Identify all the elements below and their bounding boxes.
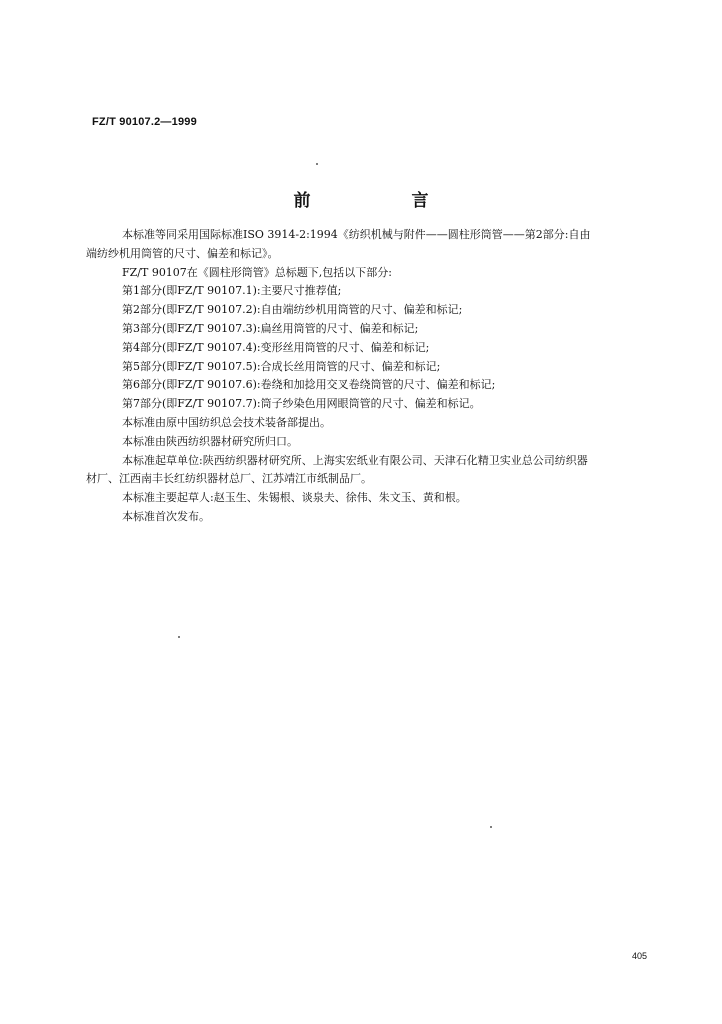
- paragraph-line: 本标准首次发布。: [122, 509, 210, 523]
- body-text: [86, 226, 666, 527]
- scan-speck: [316, 163, 318, 165]
- paragraph-line: 材厂、江西南丰长红纺织器材总厂、江苏靖江市纸制品厂。: [86, 472, 372, 486]
- paragraph-line: 第1部分(即FZ/T 90107.1):主要尺寸推荐值;: [122, 284, 342, 298]
- paragraph-line: 本标准由陕西纺织器材研究所归口。: [122, 434, 298, 448]
- paragraph-line: 本标准主要起草人:赵玉生、朱锡根、谈泉夫、徐伟、朱文玉、黄和根。: [122, 491, 467, 505]
- paragraph-line: 第2部分(即FZ/T 90107.2):自由端纺纱机用筒管的尺寸、偏差和标记;: [122, 303, 463, 317]
- standard-code: FZ/T 90107.2—1999: [92, 116, 197, 128]
- scan-speck: [178, 636, 180, 638]
- paragraph-line: 本标准由原中国纺织总会技术装备部提出。: [122, 415, 331, 429]
- paragraph-line: 第4部分(即FZ/T 90107.4):变形丝用筒管的尺寸、偏差和标记;: [122, 340, 430, 354]
- paragraph-line: 本标准等同采用国际标准ISO 3914-2:1994《纺织机械与附件——圆柱形筒管——第2部分:自由: [122, 228, 591, 241]
- paragraph-line: 第5部分(即FZ/T 90107.5):合成长丝用筒管的尺寸、偏差和标记;: [122, 359, 441, 373]
- paragraph-line: 第7部分(即FZ/T 90107.7):筒子纱染色用网眼筒管的尺寸、偏差和标记。: [122, 397, 481, 411]
- paragraph-line: 第6部分(即FZ/T 90107.6):卷绕和加捻用交叉卷绕筒管的尺寸、偏差和标记;: [122, 378, 496, 392]
- paragraph-line: 本标准起草单位:陕西纺织器材研究所、上海实宏纸业有限公司、天津石化精卫实业总公司纺织器: [122, 453, 588, 467]
- paragraph-line: 端纺纱机用筒管的尺寸、偏差和标记》。: [86, 246, 279, 260]
- paragraph-line: 第3部分(即FZ/T 90107.3):扁丝用筒管的尺寸、偏差和标记;: [122, 321, 419, 335]
- section-title: 前 言: [293, 191, 471, 211]
- scan-speck: [490, 826, 492, 828]
- page-number: 405: [632, 951, 648, 961]
- paragraph-line: FZ/T 90107在《圆柱形筒管》总标题下,包括以下部分:: [122, 265, 393, 279]
